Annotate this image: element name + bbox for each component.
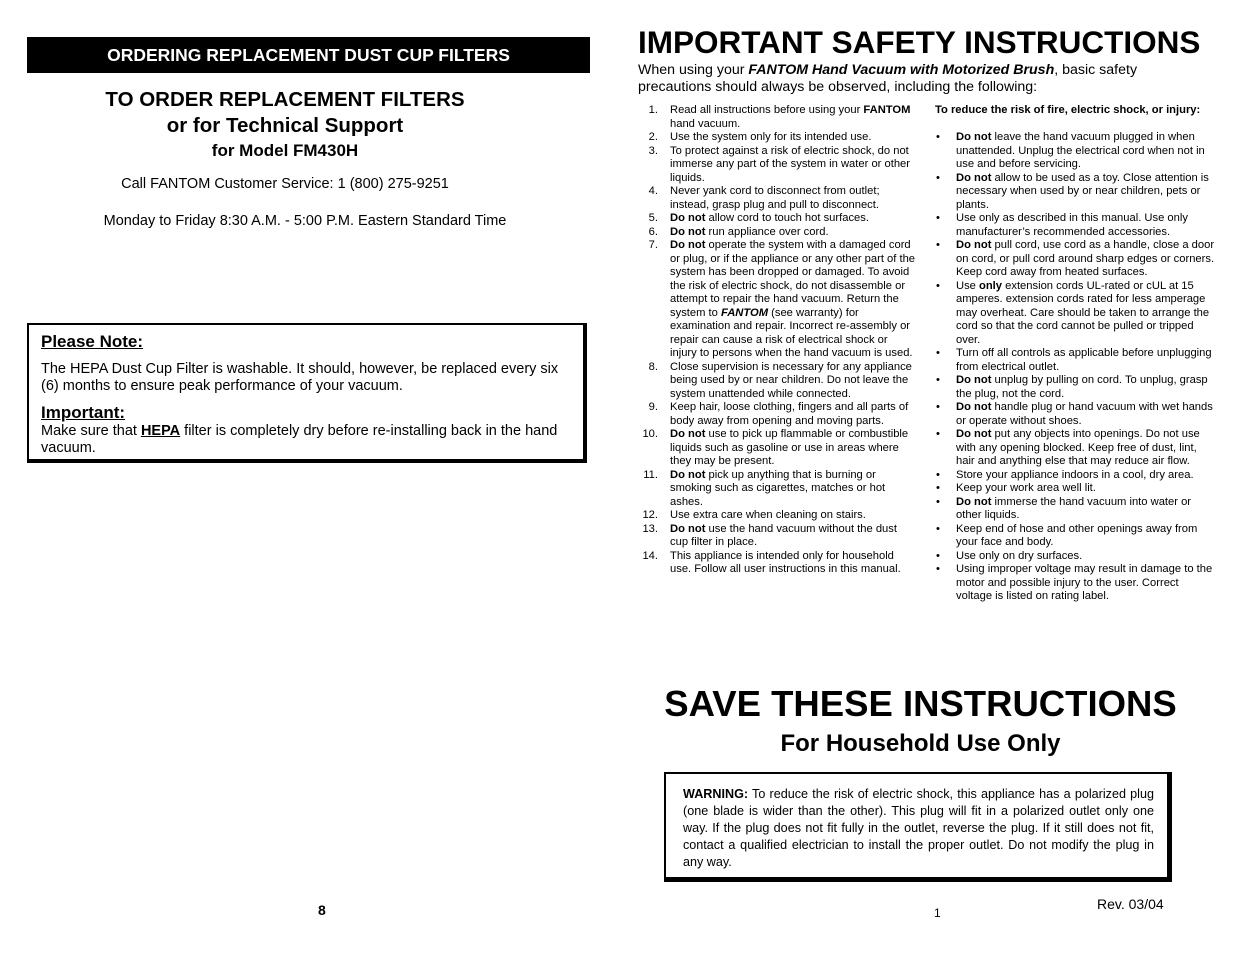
list-number: 9. (648, 401, 658, 413)
bullet-icon: • (936, 495, 940, 508)
bullet-icon: • (936, 482, 940, 494)
list-text: unplug by pulling on cord. To unplug, grasp the plug, not the cord. (956, 374, 1208, 400)
model-heading: for Model FM430H (211, 141, 359, 160)
list-text: extension cords UL-rated or cUL at 15 amperes. extension cords rated for less amperage may overheat. Care should be taken to arrange the cord so that the cord cannot be pulled or tripped over. (956, 279, 1210, 346)
bullet-icon: • (936, 522, 940, 535)
list-number: 8. (648, 360, 658, 373)
list-text: use to pick up flammable or combustible liquids such as gasoline or use in areas where they may be present. (670, 428, 909, 467)
list-text: immerse the hand vacuum into water or other liquids. (956, 495, 1192, 521)
intro-text-end: , basic safety precautions should always be observed, including the following: (638, 62, 1138, 95)
list-text: Using improper voltage may result in damage to the motor and possible injury to the user. Correct voltage is listed on rating label. (956, 563, 1213, 602)
list-number: 4. (648, 185, 658, 197)
household-use-subtitle: For Household Use Only (780, 730, 1061, 757)
numbered-list-item (641, 104, 916, 131)
bullet-icon: • (936, 347, 940, 359)
numbered-list-item (641, 428, 916, 469)
safety-title: IMPORTANT SAFETY INSTRUCTIONS (638, 24, 1201, 60)
list-number: 6. (648, 225, 658, 238)
bullet-list-item (935, 172, 1215, 213)
bullet-icon: • (936, 401, 940, 413)
list-text: pick up anything that is burning or smoking such as cigarettes, matches or hot ashes. (670, 468, 886, 508)
list-number: 1. (648, 104, 658, 116)
list-number: 11. (643, 468, 658, 481)
list-number: 7. (648, 239, 658, 251)
safety-intro (638, 62, 1213, 95)
do-not-emphasis: Do not (956, 428, 992, 440)
list-number: 5. (648, 212, 658, 224)
page-number-right: 1 (934, 906, 941, 920)
important-text-start: Make sure that (41, 423, 141, 439)
warning-text (683, 786, 1154, 871)
numbered-list-item (641, 523, 916, 550)
bullet-list-item (935, 428, 1215, 469)
bulleted-safety-list (935, 131, 1215, 604)
bullet-list-item (935, 347, 1215, 374)
hepa-emphasis: HEPA (140, 423, 181, 439)
list-text: Never yank cord to disconnect from outlet; instead, grasp plug and pull to disconnect. (670, 185, 880, 211)
list-text: use the hand vacuum without the dust cup filter in place. (670, 522, 897, 548)
bullet-list-item (935, 280, 1215, 348)
bullet-list-item (935, 550, 1215, 564)
list-text: Use extra care when cleaning on stairs. (670, 509, 866, 521)
list-number: 12. (642, 509, 658, 521)
do-not-emphasis: Do not (956, 131, 992, 143)
do-not-emphasis: Do not (670, 239, 706, 251)
important-title: Important: (41, 403, 126, 422)
list-text: Close supervision is necessary for any appliance being used by or near children. Do not leave the system unattended while connected. (670, 360, 912, 400)
note-title: Please Note: (41, 332, 144, 351)
list-text: run appliance over cord. (705, 225, 829, 238)
list-text: Keep end of hose and other openings away from your face and body. (956, 522, 1198, 548)
bullet-list-item (935, 523, 1215, 550)
bullet-list-item (935, 469, 1215, 483)
bullet-list-item (935, 374, 1215, 401)
list-text: operate the system with a damaged cord or plug, or if the appliance or any other part of the system has been dropped or damaged. To avoid the risk of electric shock, do not disassemble or attempt to repair the hand vacuum. Return the system to (670, 239, 916, 319)
bullet-icon: • (936, 563, 940, 575)
bullet-list-item (935, 496, 1215, 523)
bullet-icon: • (936, 239, 940, 251)
do-not-emphasis: Do not (670, 468, 706, 481)
list-text: allow to be used as a toy. Close attention is necessary when used by or near children, pets or plants. (956, 171, 1209, 211)
list-text: hand vacuum. (670, 117, 741, 130)
do-not-emphasis: Do not (670, 225, 706, 238)
list-text: Read all instructions before using your (670, 104, 864, 116)
list-text: Use only on dry surfaces. (956, 549, 1083, 562)
bullet-icon: • (936, 468, 940, 481)
bold-emphasis: FANTOM (863, 104, 911, 116)
support-heading: or for Technical Support (166, 114, 404, 137)
bullet-list-item (935, 563, 1215, 604)
page-number-left: 8 (318, 902, 326, 918)
list-text: Store your appliance indoors in a cool, dry area. (956, 468, 1194, 481)
numbered-list-item (641, 469, 916, 510)
list-number: 14. (642, 549, 658, 562)
numbered-list-item (641, 361, 916, 402)
list-number: 2. (648, 131, 658, 143)
list-number: 3. (648, 144, 658, 157)
list-text: Use (956, 279, 980, 292)
product-name: FANTOM Hand Vacuum with Motorized Brush (748, 62, 1055, 78)
numbered-list-item (641, 185, 916, 212)
list-number: 10. (642, 428, 658, 440)
list-text: Use the system only for its intended use. (670, 131, 872, 143)
service-hours: Monday to Friday 8:30 A.M. - 5:00 P.M. Eastern Standard Time (103, 213, 507, 229)
numbered-safety-list (641, 104, 916, 577)
list-text: leave the hand vacuum plugged in when unattended. Unplug the electrical cord when not in use and before servicing. (956, 131, 1205, 170)
list-text: Use only as described in this manual. Use only manufacturer’s recommended accessories. (956, 212, 1188, 238)
bullet-icon: • (936, 374, 940, 386)
list-text: To protect against a risk of electric shock, do not immerse any part of the system in water or other liquids. (670, 144, 911, 184)
do-not-emphasis: Do not (956, 239, 992, 251)
list-text: This appliance is intended only for household use. Follow all user instructions in this manual. (670, 549, 901, 575)
order-filters-banner: ORDERING REPLACEMENT DUST CUP FILTERS (27, 37, 590, 73)
list-text: allow cord to touch hot surfaces. (705, 212, 869, 224)
customer-service-phone: Call FANTOM Customer Service: 1 (800) 275-9251 (121, 176, 449, 192)
do-not-emphasis: Do not (670, 212, 706, 224)
warning-body: To reduce the risk of electric shock, this appliance has a polarized plug (one blade is wider than the other). This plug will fit in a polarized outlet only one way. If the plug does not fit fully in the outlet, reverse the plug. If it still does not fit, contact a qualified electrician to install the proper outlet. Do not modify the plug in any way. (683, 787, 1154, 869)
list-text: handle plug or hand vacuum with wet hands or operate without shoes. (956, 401, 1213, 427)
bullet-icon: • (936, 549, 940, 562)
bullet-icon: • (936, 279, 940, 292)
bullet-list-item (935, 239, 1215, 280)
numbered-list-item (641, 509, 916, 523)
do-not-emphasis: Do not (956, 374, 992, 386)
do-not-emphasis: Do not (670, 428, 706, 440)
bullet-icon: • (936, 212, 940, 224)
bullet-list-item (935, 212, 1215, 239)
numbered-list-item (641, 550, 916, 577)
do-not-emphasis: Do not (956, 495, 992, 508)
revision-label: Rev. 03/04 (1097, 896, 1164, 912)
important-body (41, 423, 576, 457)
bullet-list-item (935, 401, 1215, 428)
list-text: Keep hair, loose clothing, fingers and all parts of body away from opening and moving parts. (670, 401, 909, 427)
list-text: put any objects into openings. Do not use with any opening blocked. Keep free of dust, lint, hair and anything else that may reduce air flow. (956, 428, 1200, 467)
bullet-list-heading: To reduce the risk of fire, electric shock, or injury: (935, 104, 1201, 116)
bullet-list-item (935, 482, 1215, 496)
numbered-list-item (641, 226, 916, 240)
order-heading: TO ORDER REPLACEMENT FILTERS (105, 88, 465, 111)
intro-text-start: When using your (638, 62, 749, 78)
list-text: Keep your work area well lit. (956, 482, 1096, 494)
important-text-end: filter is completely dry before re-installing back in the hand vacuum. (41, 423, 558, 456)
bullet-list-item (935, 131, 1215, 172)
bullet-icon: • (936, 428, 940, 440)
warning-label: WARNING: (683, 787, 749, 801)
list-number: 13. (642, 522, 658, 535)
bold-emphasis: FANTOM (720, 306, 769, 319)
numbered-list-item (641, 212, 916, 226)
numbered-list-item (641, 145, 916, 186)
bold-emphasis: only (979, 279, 1003, 292)
note-body: The HEPA Dust Cup Filter is washable. It should, however, be replaced every six (6) months to ensure peak performance of your vacuum. (41, 361, 559, 394)
save-instructions-title: SAVE THESE INSTRUCTIONS (664, 683, 1177, 724)
bullet-icon: • (936, 171, 940, 184)
list-text: (see warranty) for examination and repair. Incorrect re-assembly or repair can cause a risk of electrical shock or injury to persons when the hand vacuum is used. (670, 306, 913, 359)
do-not-emphasis: Do not (670, 522, 706, 535)
numbered-list-item (641, 401, 916, 428)
do-not-emphasis: Do not (956, 171, 992, 184)
numbered-list-item (641, 239, 916, 361)
bullet-icon: • (936, 131, 940, 143)
list-text: Turn off all controls as applicable before unplugging from electrical outlet. (956, 347, 1212, 373)
numbered-list-item (641, 131, 916, 145)
do-not-emphasis: Do not (956, 401, 992, 413)
list-text: pull cord, use cord as a handle, close a door on cord, or pull cord around sharp edges or corners. Keep cord away from heated surfaces. (956, 239, 1215, 278)
